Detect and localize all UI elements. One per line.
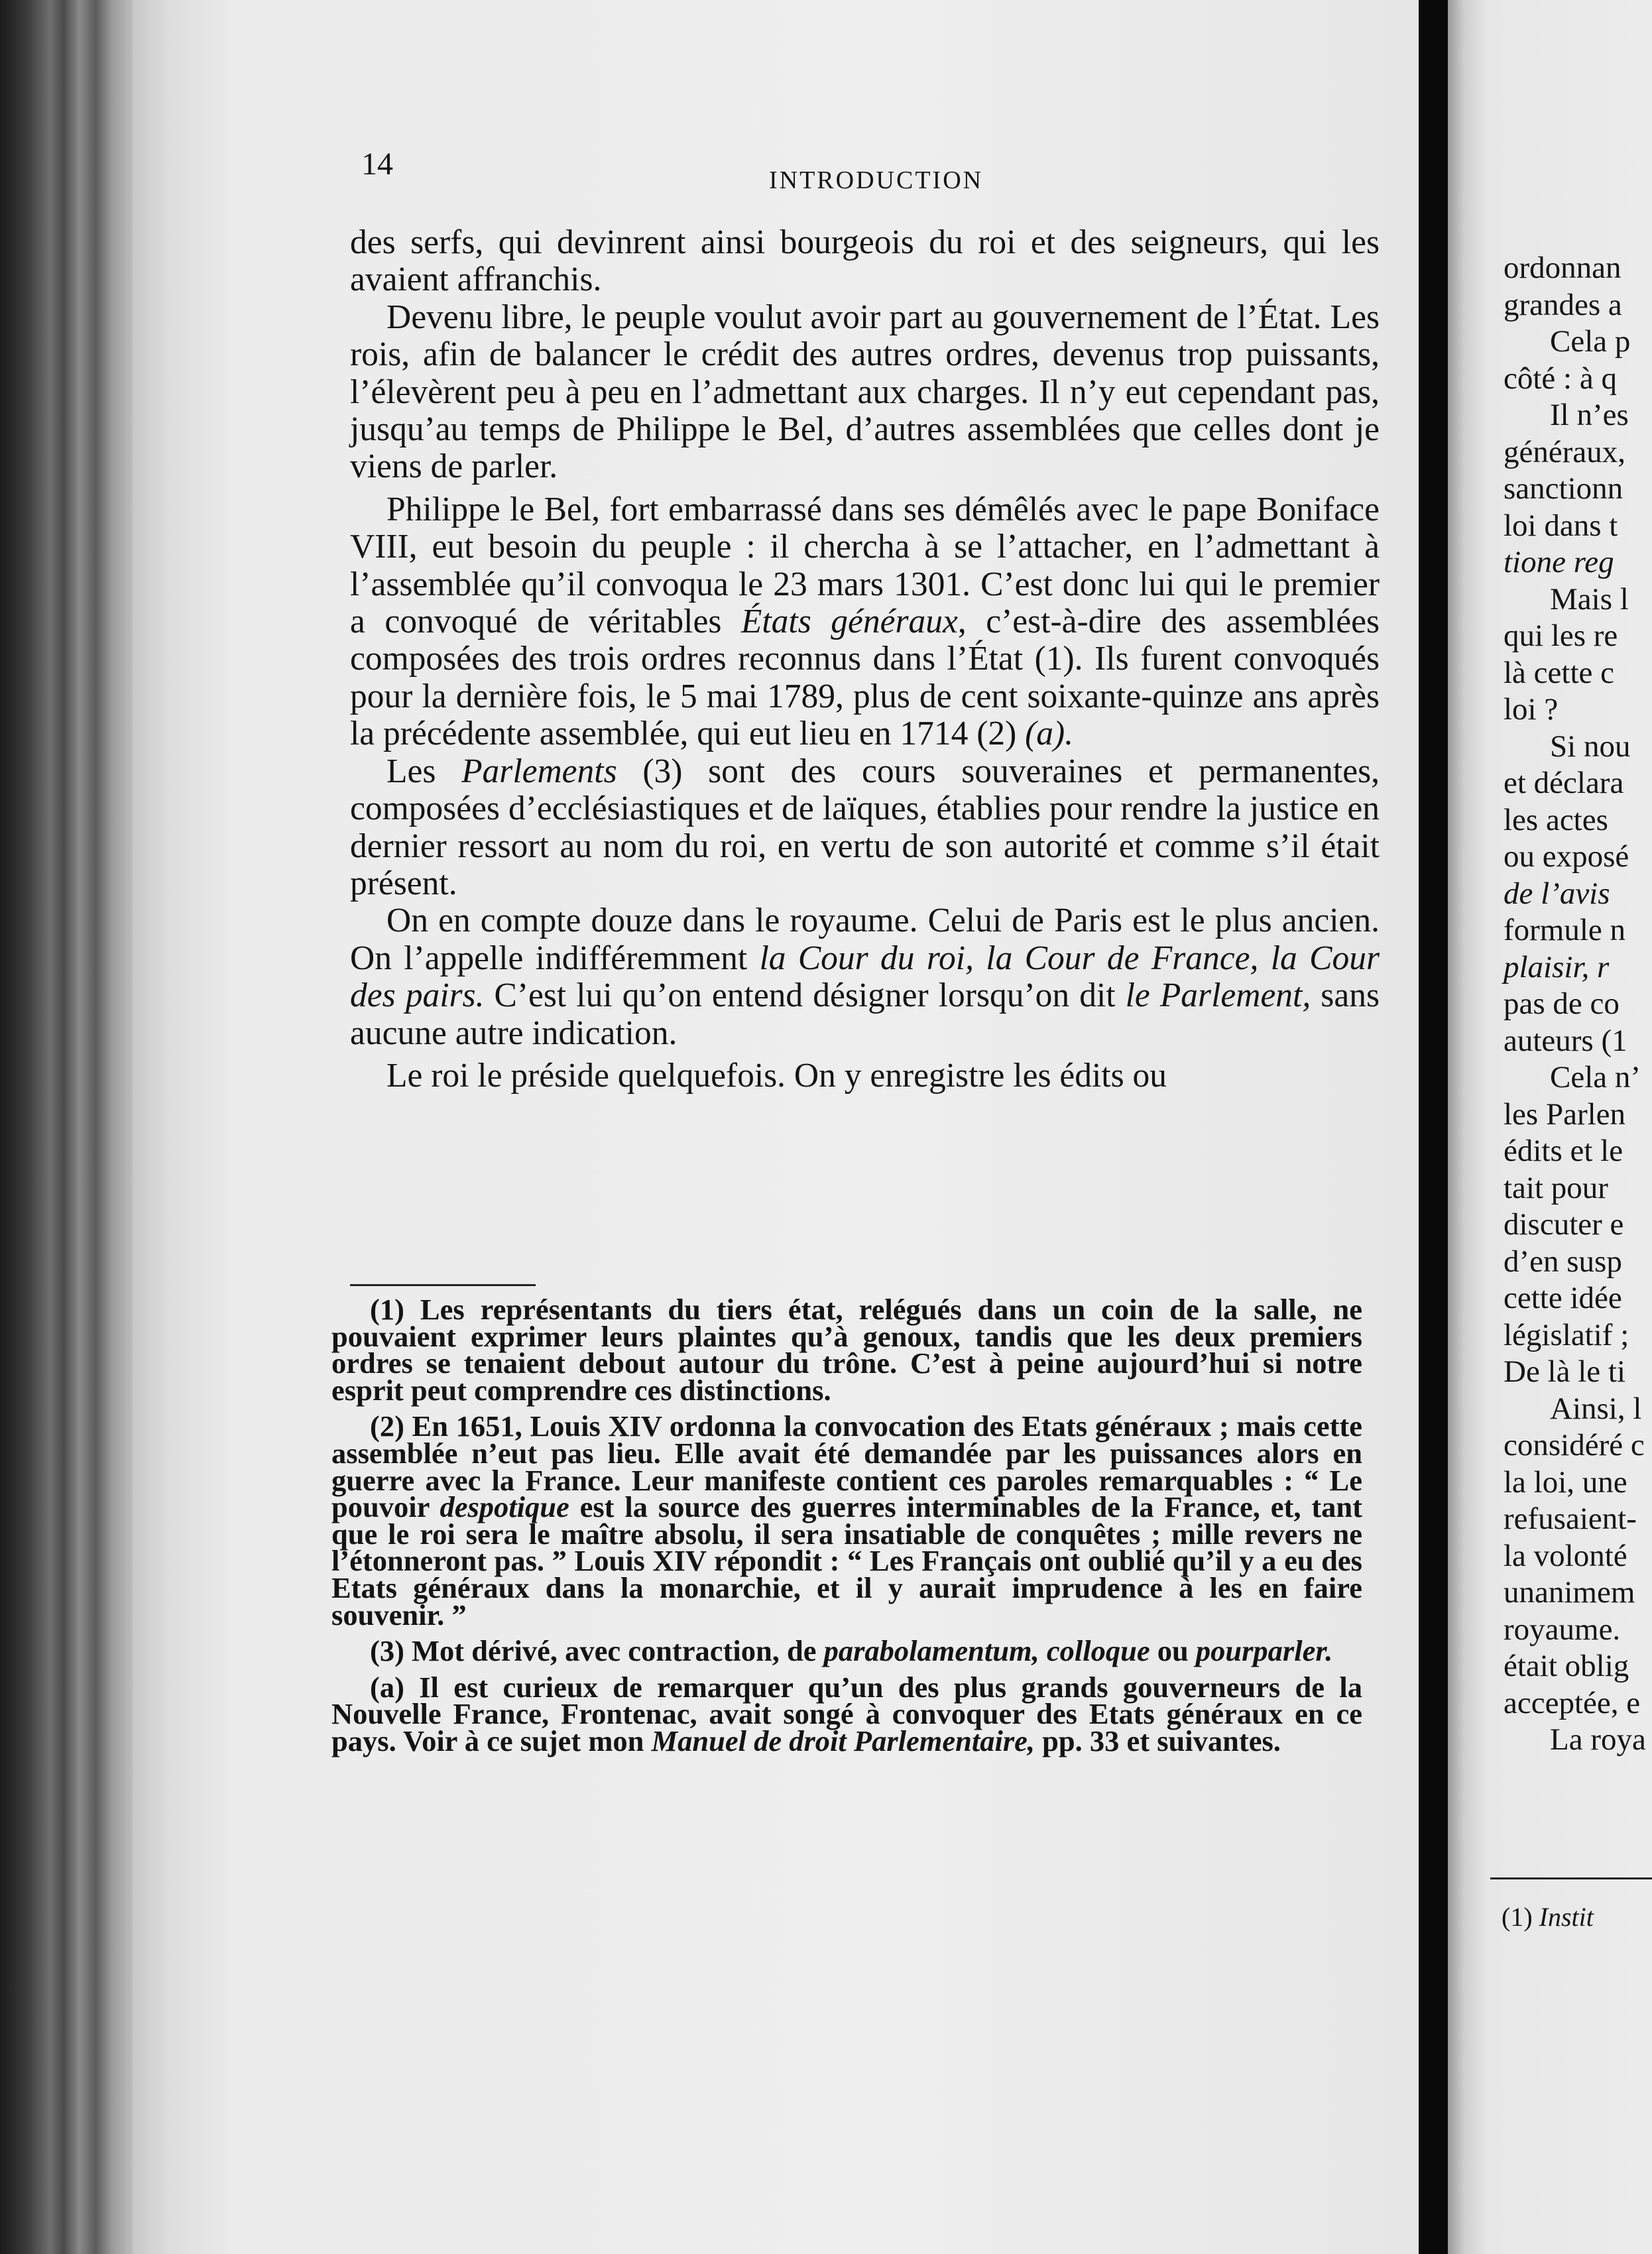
- paragraph-text: Le roi le préside quelquefois. On y enregistre les édits ou: [386, 1056, 1167, 1095]
- facing-page-line: Il n’es: [1550, 398, 1629, 432]
- facing-page-line: édits et le: [1504, 1134, 1623, 1168]
- facing-page-line: Cela n’: [1550, 1060, 1641, 1095]
- facing-page-line: de l’avis: [1504, 876, 1610, 911]
- running-head: INTRODUCTION: [769, 166, 984, 194]
- paragraph-text: Les: [386, 752, 462, 790]
- facing-page-line: là cette c: [1504, 655, 1614, 690]
- footnote-3: [331, 1634, 1362, 1668]
- facing-page-line: Mais l: [1550, 581, 1629, 617]
- footnote-text: (1) Les représentants du tiers état, relégués dans un coin de la salle, ne pouvaient exprimer leurs plaintes qu’à genoux, tandis que les deux premiers ordres se tenaient debout autour du trône. C’est à peine aujourd’hui si notre esprit peut comprendre ces distinctions.: [331, 1293, 1362, 1407]
- facing-page-line: unanimem: [1504, 1575, 1635, 1610]
- facing-page-line: tait pour: [1504, 1170, 1608, 1205]
- facing-page-line: tione reg: [1504, 545, 1614, 579]
- paragraph-text: sans aucune autre indication.: [350, 977, 1380, 1052]
- facing-page-line: sanctionn: [1504, 471, 1623, 506]
- facing-page-line: royaume.: [1504, 1612, 1621, 1647]
- facing-page-line: Cela p: [1550, 324, 1631, 359]
- paragraph-text: (3) sont des cours souveraines et permanentes, composées d’ecclésiastiques et de laïques, établies pour rendre la justice en dernier ressort au nom du roi, en vertu de son autorité et comme s’il était présent.: [350, 752, 1380, 902]
- facing-page-line: la loi, une: [1504, 1464, 1627, 1500]
- facing-page-line: était oblig: [1504, 1649, 1629, 1683]
- page-number: 14: [361, 147, 393, 182]
- facing-page-line: loi ?: [1504, 692, 1559, 727]
- facing-page-line: les Parlen: [1504, 1097, 1626, 1132]
- paragraph: [350, 224, 1380, 299]
- facing-page-line: d’en susp: [1504, 1244, 1622, 1279]
- footnote-emphasis: pourparler.: [1195, 1634, 1333, 1668]
- facing-page-line: loi dans t: [1504, 508, 1618, 543]
- paragraph: [350, 299, 1380, 486]
- facing-page-line: La roya: [1550, 1722, 1646, 1757]
- facing-page-line: Si nou: [1550, 729, 1631, 764]
- facing-page-line: Ainsi, l: [1550, 1391, 1642, 1426]
- body-text: [350, 224, 1380, 1095]
- footnote-2: [331, 1409, 1362, 1631]
- facing-page-line: côté : à q: [1504, 361, 1617, 396]
- footnotes: [331, 1293, 1362, 1757]
- facing-page-line: considéré c: [1504, 1428, 1645, 1462]
- footnote-a: [331, 1670, 1362, 1757]
- facing-page-line: ou exposé: [1504, 839, 1629, 874]
- footnote-1: [331, 1293, 1362, 1407]
- facing-footnote-number: (1): [1502, 1902, 1533, 1932]
- footnote-text: pp. 33 et suivantes.: [1035, 1724, 1281, 1757]
- footnote-emphasis: despotique: [440, 1490, 569, 1524]
- paragraph: [350, 491, 1380, 753]
- facing-page-line: De là le ti: [1504, 1354, 1626, 1389]
- facing-page-line: formule n: [1504, 913, 1626, 947]
- emphasis-text: le Parlement,: [1125, 977, 1311, 1015]
- facing-page-line: auteurs (1: [1504, 1023, 1627, 1058]
- book-binding-edge: [0, 0, 133, 2254]
- facing-page-line: ordonnan: [1504, 251, 1622, 285]
- footnote-rule: [350, 1284, 536, 1286]
- facing-footnote-word: Instit: [1539, 1902, 1594, 1932]
- facing-page-line: les actes: [1504, 802, 1608, 837]
- paragraph: [350, 902, 1380, 1052]
- facing-page-footnote: [1502, 1901, 1594, 1932]
- footnote-text: (2) En 1651, Louis XIV ordonna la convocation des Etats généraux ; mais cette assemblée n’eut pas lieu. Elle avait été demandée par les puissances alors en guerre avec la France. Leur manifeste contient ces paroles remarquables : “ Le pouvoir: [331, 1409, 1362, 1524]
- facing-page-line: plaisir, r: [1504, 949, 1610, 984]
- emphasis-text: la Cour du roi, la Cour de France, la Cour des pairs.: [350, 939, 1380, 1015]
- facing-page-line: cette idée: [1504, 1281, 1622, 1315]
- facing-page-footnote-rule: [1490, 1877, 1652, 1879]
- footnote-text: (a) Il est curieux de remarquer qu’un des plus grands gouverneurs de la Nouvelle France, Frontenac, avait songé à convoquer des Etats généraux en ce pays. Voir à ce sujet mon: [331, 1670, 1362, 1757]
- emphasis-text: États généraux: [740, 603, 958, 641]
- facing-page-line: pas de co: [1504, 986, 1620, 1021]
- facing-page-line: discuter e: [1504, 1207, 1624, 1242]
- emphasis-text: Parlements: [461, 752, 617, 790]
- footnote-text: (3) Mot dérivé, avec contraction, de: [370, 1634, 824, 1668]
- facing-page-line: la volonté: [1504, 1538, 1627, 1573]
- facing-page-line: généraux,: [1504, 434, 1625, 469]
- paragraph: [350, 1057, 1380, 1095]
- facing-page-line: grandes a: [1504, 287, 1622, 322]
- footnote-emphasis: parabolamentum, colloque: [823, 1634, 1150, 1668]
- facing-page-line: législatif ;: [1504, 1317, 1629, 1352]
- paragraph-text: , c’est-à-dire des assemblées composées des trois ordres reconnus dans l’État (1). Ils furent convoqués pour la dernière fois, le 5 mai 1789, plus de cent soixante-quinze ans après la précédente assemblée, qui eut lieu en 1714 (2): [350, 603, 1380, 753]
- footnote-emphasis: Manuel de droit Parlementaire,: [651, 1724, 1035, 1757]
- footnote-text: est la source des guerres interminables de la France, et, tant que le roi sera le maître absolu, il sera insatiable de conquêtes ; mille revers ne l’étonneront pas. ” Louis XIV répondit : “ Les Français ont oublié qu’il y a eu des Etats généraux dans la monarchie, et il y aurait imprudence à les en faire souvenir. ”: [331, 1490, 1362, 1631]
- facing-page-line: acceptée, e: [1504, 1685, 1641, 1720]
- paragraph-text: On en compte douze dans le royaume. Celui de Paris est le plus ancien. On l’appelle indifféremment: [350, 902, 1380, 977]
- facing-page-line: qui les re: [1504, 619, 1618, 653]
- page-gutter: [1419, 0, 1448, 2254]
- facing-page-text: [1504, 250, 1652, 1759]
- paragraph-text: C’est lui qu’on entend désigner lorsqu’on dit: [484, 977, 1126, 1015]
- paragraph-text: des serfs, qui devinrent ainsi bourgeois du roi et des seigneurs, qui les avaient affranchis.: [350, 223, 1380, 299]
- note-marker: (a).: [1025, 715, 1074, 753]
- paragraph-text: Philippe le Bel, fort embarrassé dans ses démêlés avec le pape Boniface VIII, eut besoin du peuple : il chercha à se l’attacher, en l’admettant à l’assemblée qu’il convoqua le 23 mars 1301. C’est donc lui qui le premier a convoqué de véritables: [350, 490, 1380, 641]
- facing-page-line: refusaient-: [1504, 1502, 1637, 1536]
- paragraph-text: Devenu libre, le peuple voulut avoir part au gouvernement de l’État. Les rois, afin de balancer le crédit des autres ordres, devenus trop puissants, l’élevèrent peu à peu en l’admettant aux charges. Il n’y eut cependant pas, jusqu’au temps de Philippe le Bel, d’autres assemblées que celles dont je viens de parler.: [350, 298, 1380, 486]
- paragraph: [350, 753, 1380, 903]
- facing-page-line: et déclara: [1504, 766, 1624, 800]
- footnote-text: ou: [1150, 1634, 1196, 1668]
